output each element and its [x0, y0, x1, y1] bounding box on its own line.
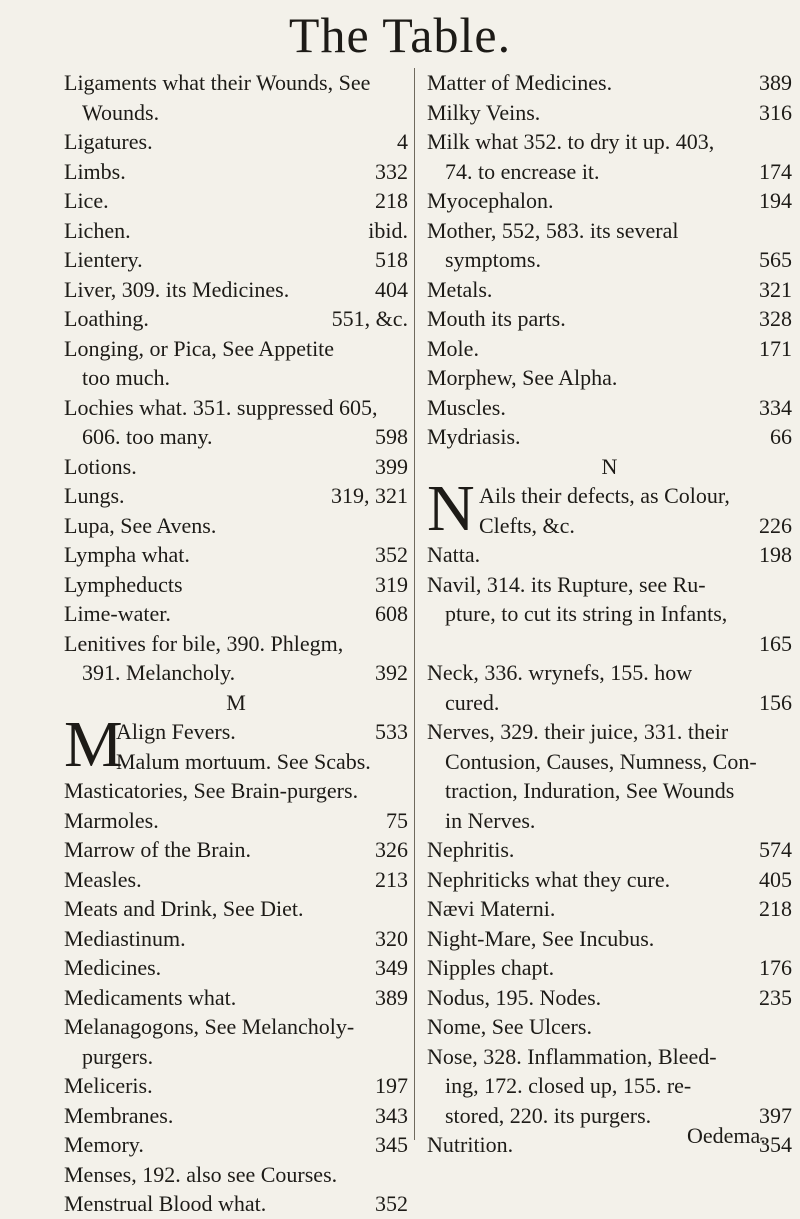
index-entry	[427, 1012, 792, 1042]
drop-line-2: Clefts, &c.	[479, 512, 575, 538]
entry-text: Limbs.	[64, 158, 126, 184]
index-entry	[427, 1071, 792, 1101]
index-entry	[64, 127, 408, 157]
entry-page-ref: 319, 321	[331, 483, 408, 508]
entry-text: Milk what 352. to dry it up. 403,	[427, 129, 715, 154]
index-entry	[64, 511, 408, 541]
entry-text: Nipples chapt.	[427, 955, 555, 980]
entry-text: Lime-water.	[64, 601, 171, 626]
index-entry	[427, 776, 792, 806]
entry-text: Menstrual Blood what.	[64, 1191, 267, 1216]
drop-line-1: Ails their defects, as Colour,	[479, 483, 730, 508]
index-entry	[427, 275, 792, 305]
index-entry	[427, 216, 792, 246]
drop-num-2: 226	[759, 512, 792, 538]
entry-page-ref: 352	[375, 1191, 408, 1216]
index-entry	[64, 894, 408, 924]
entry-page-ref: 174	[759, 158, 792, 184]
entry-text: 391. Melancholy.	[82, 660, 236, 685]
entry-page-ref: 326	[375, 837, 408, 862]
entry-page-ref: 218	[759, 896, 792, 921]
index-entry	[427, 953, 792, 983]
index-entry	[427, 186, 792, 216]
entry-text: Mediastinum.	[64, 925, 186, 951]
entry-page-ref: 345	[375, 1132, 408, 1157]
entry-page-ref: ibid.	[368, 217, 408, 243]
entry-page-ref: 75	[386, 807, 408, 833]
entry-text: Marrow of the Brain.	[64, 837, 251, 862]
entry-text: Nephritis.	[427, 837, 515, 862]
entry-text: pture, to cut its string in Infants,	[445, 601, 728, 626]
index-entry	[427, 334, 792, 364]
index-entry	[64, 304, 408, 334]
index-entry	[427, 983, 792, 1013]
index-entry	[64, 570, 408, 600]
entry-page-ref: 352	[375, 542, 408, 567]
entry-text: Nodus, 195. Nodes.	[427, 984, 602, 1010]
entry-text: Nephriticks what they cure.	[427, 866, 671, 892]
entry-page-ref: 349	[375, 955, 408, 980]
entry-text: Navil, 314. its Rupture, see Ru-	[427, 571, 706, 597]
entry-text: Membranes.	[64, 1102, 174, 1128]
entry-text: too much.	[82, 365, 170, 390]
index-entry	[64, 1042, 408, 1072]
entry-page-ref: 321	[759, 276, 792, 302]
entry-text: Longing, or Pica, See Appetite	[64, 335, 335, 361]
entry-page-ref: 405	[759, 866, 792, 892]
entry-text: Mother, 552, 583. its several	[427, 217, 679, 243]
drop-line-2: Malum mortuum. See Scabs.	[116, 748, 371, 774]
drop-cap-entry-m	[64, 708, 408, 781]
entry-page-ref: 354	[759, 1132, 792, 1157]
index-entry	[427, 393, 792, 423]
index-entry	[64, 599, 408, 629]
entry-text: Lice.	[64, 188, 109, 213]
entry-text: Lichen.	[64, 217, 131, 243]
entry-page-ref: 332	[375, 158, 408, 184]
section-letter-m: M	[226, 689, 246, 715]
entry-text: Nome, See Ulcers.	[427, 1014, 592, 1039]
index-entry	[64, 1012, 408, 1042]
entry-text: Mydriasis.	[427, 424, 521, 449]
entry-text: Masticatories, See Brain-purgers.	[64, 778, 359, 803]
index-entry	[427, 717, 792, 747]
entry-text: Lupa, See Avens.	[64, 512, 217, 538]
index-entry	[64, 540, 408, 570]
drop-cap-initial: M	[64, 708, 123, 781]
index-entry	[427, 924, 792, 954]
entry-text: Measles.	[64, 866, 142, 892]
right-column	[427, 68, 792, 1160]
entry-page-ref: 328	[759, 306, 792, 331]
section-letter-n: N	[601, 453, 618, 479]
entry-page-ref: 235	[759, 984, 792, 1010]
entry-page-ref: 343	[375, 1102, 408, 1128]
index-entry	[427, 98, 792, 128]
index-entry	[64, 983, 408, 1013]
entry-text: Medicines.	[64, 955, 162, 980]
index-entry	[427, 894, 792, 924]
entry-text: Milky Veins.	[427, 99, 541, 125]
entry-text: Ligatures.	[64, 129, 153, 154]
entry-text: Natta.	[427, 542, 481, 567]
entry-text: Morphew, See Alpha.	[427, 365, 618, 390]
entry-page-ref: 197	[375, 1073, 408, 1098]
entry-text: Metals.	[427, 276, 493, 302]
index-entry	[64, 186, 408, 216]
entry-text: symptoms.	[445, 247, 541, 272]
entry-page-ref: 66	[770, 424, 792, 449]
index-entry-continuation: 165	[759, 630, 792, 656]
entry-text: Matter of Medicines.	[427, 70, 613, 95]
entry-text: Myocephalon.	[427, 188, 554, 213]
index-entry	[64, 953, 408, 983]
index-entry	[427, 245, 792, 275]
index-entry	[64, 393, 408, 423]
index-entry	[64, 806, 408, 836]
index-entry	[64, 98, 408, 128]
entry-page-ref: 176	[759, 955, 792, 980]
index-entry	[64, 1189, 408, 1219]
index-entry	[427, 1042, 792, 1072]
index-entry	[427, 127, 792, 157]
entry-text: Lotions.	[64, 453, 137, 479]
entry-page-ref: 389	[375, 984, 408, 1010]
entry-text: Nose, 328. Inflammation, Bleed-	[427, 1043, 717, 1069]
entry-page-ref: 551, &c.	[331, 306, 408, 331]
entry-text: Meliceris.	[64, 1073, 153, 1098]
index-entry	[64, 245, 408, 275]
entry-page-ref: 320	[375, 925, 408, 951]
entry-page-ref: 574	[759, 837, 792, 862]
drop-cap-entry-n	[427, 472, 792, 545]
index-entry	[427, 658, 792, 688]
index-entry	[64, 1071, 408, 1101]
right-entries-n	[427, 540, 792, 1160]
entry-text: Medicaments what.	[64, 984, 237, 1010]
entry-page-ref: 565	[759, 247, 792, 272]
entry-text: Lientery.	[64, 247, 143, 272]
entry-text: Melanagogons, See Melancholy-	[64, 1014, 355, 1039]
entry-text: Neck, 336. wrynefs, 155. how	[427, 660, 693, 685]
index-entry	[64, 1130, 408, 1160]
entry-text: Wounds.	[82, 99, 160, 125]
drop-cap-initial: N	[427, 472, 475, 545]
index-entry	[64, 658, 408, 688]
index-entry	[64, 363, 408, 393]
index-entry	[64, 835, 408, 865]
entry-page-ref: 213	[375, 866, 408, 892]
column-divider	[414, 68, 415, 1140]
index-entry	[64, 68, 408, 98]
drop-num-1: 533	[375, 719, 408, 744]
entry-text: purgers.	[82, 1043, 154, 1069]
left-column	[64, 68, 408, 1219]
left-entries-l	[64, 68, 408, 688]
entry-text: Night-Mare, See Incubus.	[427, 925, 655, 951]
entry-text: Lenitives for bile, 390. Phlegm,	[64, 630, 344, 656]
entry-page-ref: 218	[375, 188, 408, 213]
index-entry	[427, 599, 792, 629]
entry-text: stored, 220. its purgers.	[445, 1102, 652, 1128]
index-entry	[64, 924, 408, 954]
entry-text: 606. too many.	[82, 424, 213, 449]
entry-text: traction, Induration, See Wounds	[445, 778, 735, 803]
entry-text: cured.	[445, 689, 500, 715]
entry-page-ref: 198	[759, 542, 792, 567]
page-title: The Table.	[288, 7, 512, 63]
index-entry	[427, 157, 792, 187]
index-entry	[427, 68, 792, 98]
entry-page-ref: 598	[375, 424, 408, 449]
entry-text: Meats and Drink, See Diet.	[64, 896, 304, 921]
entry-text: Ligaments what their Wounds, See	[64, 70, 371, 95]
entry-text: Nævi Materni.	[427, 896, 556, 921]
entry-page-ref: 608	[375, 601, 408, 626]
index-entry	[64, 334, 408, 364]
entry-text: Nutrition.	[427, 1132, 514, 1157]
entry-page-ref: 156	[759, 689, 792, 715]
index-entry	[64, 275, 408, 305]
index-entry	[427, 806, 792, 836]
catchword: Oedema.	[687, 1123, 766, 1148]
index-entry	[427, 747, 792, 777]
index-entry	[427, 422, 792, 452]
left-entries-m	[64, 776, 408, 1219]
entry-page-ref: 399	[375, 453, 408, 479]
index-entry	[427, 570, 792, 600]
entry-text: Mole.	[427, 335, 479, 361]
index-entry	[427, 540, 792, 570]
index-entry	[427, 865, 792, 895]
entry-page-ref: 319	[375, 571, 408, 597]
entry-text: Mouth its parts.	[427, 306, 566, 331]
entry-text: Loathing.	[64, 306, 149, 331]
entry-page-ref: 334	[759, 394, 792, 420]
index-entry	[64, 216, 408, 246]
index-entry	[64, 865, 408, 895]
entry-text: Memory.	[64, 1132, 144, 1157]
entry-page-ref: 518	[375, 247, 408, 272]
right-entries-m	[427, 68, 792, 452]
entry-text: in Nerves.	[445, 807, 536, 833]
index-entry	[427, 304, 792, 334]
entry-page-ref: 397	[759, 1102, 792, 1128]
entry-page-ref: 4	[397, 129, 408, 154]
entry-text: Lympheducts	[64, 571, 183, 597]
drop-line-1: Align Fevers.	[116, 719, 236, 744]
entry-text: Nerves, 329. their juice, 331. their	[427, 719, 729, 744]
entry-page-ref: 404	[375, 276, 408, 302]
index-entry	[64, 629, 408, 659]
entry-text: ing, 172. closed up, 155. re-	[445, 1073, 692, 1098]
entry-page-ref: 194	[759, 188, 792, 213]
entry-text: Lympha what.	[64, 542, 190, 567]
index-entry	[64, 422, 408, 452]
entry-text: Muscles.	[427, 394, 506, 420]
index-entry	[427, 835, 792, 865]
entry-text: Lochies what. 351. suppressed 605,	[64, 394, 378, 420]
entry-page-ref: 389	[759, 70, 792, 95]
entry-text: Lungs.	[64, 483, 125, 508]
index-entry	[64, 157, 408, 187]
entry-text: Marmoles.	[64, 807, 159, 833]
index-entry	[64, 452, 408, 482]
entry-text: 74. to encrease it.	[445, 158, 600, 184]
entry-page-ref: 316	[759, 99, 792, 125]
index-entry	[64, 1101, 408, 1131]
index-entry	[427, 688, 792, 718]
index-entry	[64, 481, 408, 511]
entry-page-ref: 392	[375, 660, 408, 685]
entry-text: Liver, 309. its Medicines.	[64, 276, 290, 302]
entry-text: Contusion, Causes, Numness, Con-	[445, 748, 757, 774]
index-entry	[427, 363, 792, 393]
entry-page-ref: 171	[759, 335, 792, 361]
entry-text: Menses, 192. also see Courses.	[64, 1161, 338, 1187]
